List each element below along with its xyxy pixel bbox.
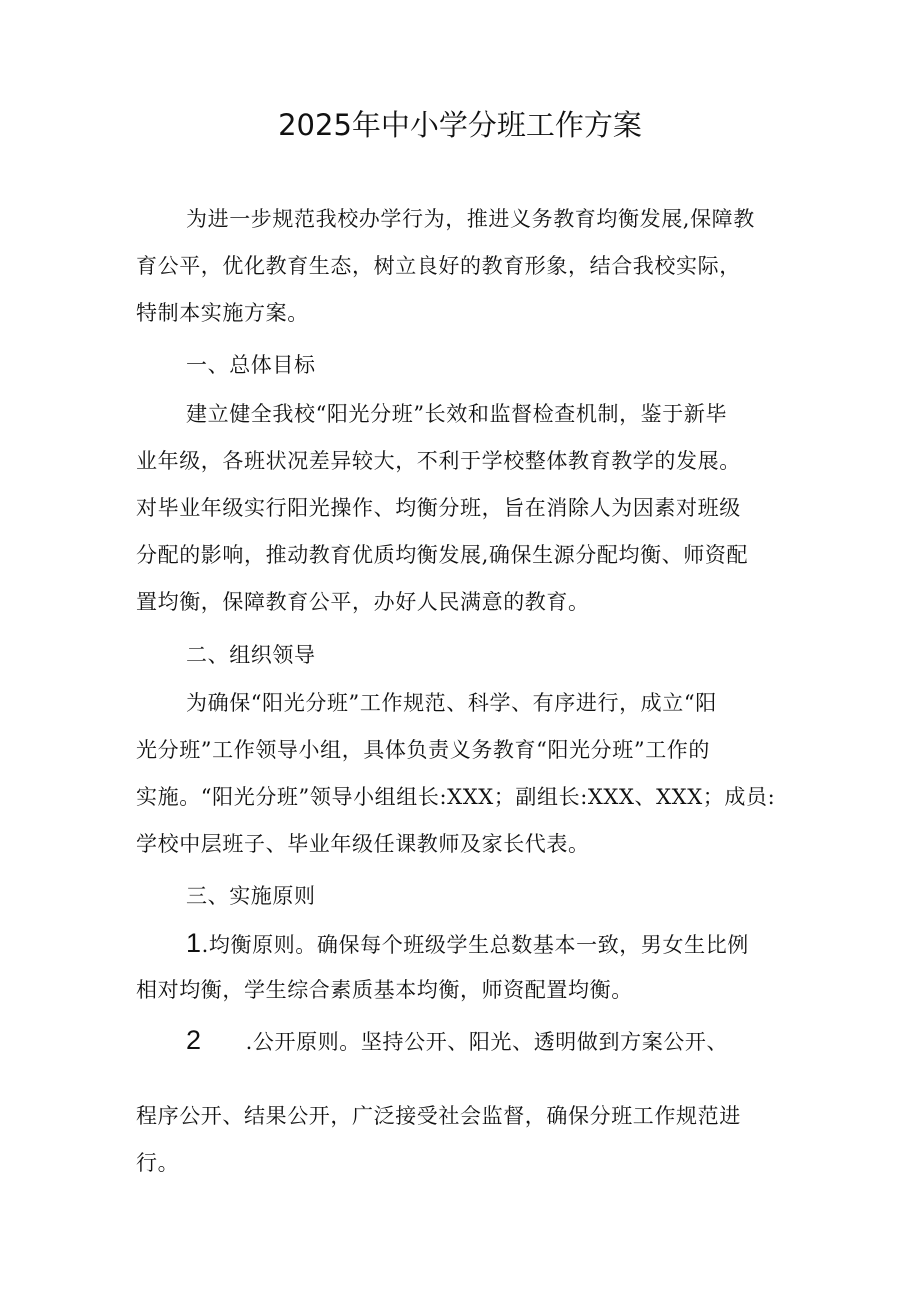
principle-1-line: 相对均衡，学生综合素质基本均衡，师资配置均衡。 xyxy=(136,978,633,1002)
page-title: 2025年中小学分班工作方案 xyxy=(278,108,642,142)
principle-item-2-continued xyxy=(136,1093,796,1187)
intro-line: 育公平，优化教育生态，树立良好的教育形象，结合我校实际， xyxy=(136,254,741,278)
intro-line: 为进一步规范我校办学行为，推进义务教育均衡发展,保障教 xyxy=(186,207,755,231)
section1-paragraph xyxy=(136,391,796,626)
principle-2-line: 程序公开、结果公开，广泛接受社会监督，确保分班工作规范进 xyxy=(136,1104,741,1128)
principle-item-1 xyxy=(136,920,796,1014)
principle-item-2 xyxy=(136,1017,796,1064)
section3-heading: 三、实施原则 xyxy=(186,884,316,908)
section2-line: 学校中层班子、毕业年级任课教师及家长代表。 xyxy=(136,832,590,856)
section2-paragraph xyxy=(136,680,796,868)
principle-2-number: 2 xyxy=(186,1025,202,1055)
principle-1-number: 1 xyxy=(186,928,202,958)
section1-heading: 一、总体目标 xyxy=(186,353,316,377)
principle-1-line: 1.均衡原则。确保每个班级学生总数基本一致，男女生比例 xyxy=(136,920,796,967)
section2-line: 为确保“阳光分班”工作规范、科学、有序进行，成立“阳 xyxy=(186,691,717,715)
section2-line: 实施。“阳光分班”领导小组组长:XXX；副组长:XXX、XXX；成员: xyxy=(136,785,776,809)
section1-line: 分配的影响，推动教育优质均衡发展,确保生源分配均衡、师资配 xyxy=(136,543,749,567)
section2-line: 光分班”工作领导小组，具体负责义务教育“阳光分班”工作的 xyxy=(136,738,711,762)
section2-heading: 二、组织领导 xyxy=(186,643,316,667)
intro-paragraph xyxy=(136,196,796,337)
section1-line: 建立健全我校“阳光分班”长效和监督检查机制，鉴于新毕 xyxy=(186,402,728,426)
principle-2-line: 2 .公开原则。坚持公开、阳光、透明做到方案公开、 xyxy=(136,1017,796,1064)
principle-2-line: 行。 xyxy=(136,1151,180,1175)
intro-line: 特制本实施方案。 xyxy=(136,301,309,325)
section1-line: 对毕业年级实行阳光操作、均衡分班，旨在消除人为因素对班级 xyxy=(136,496,741,520)
section1-line: 业年级，各班状况差异较大，不利于学校整体教育教学的发展。 xyxy=(136,449,741,473)
section1-line: 置均衡，保障教育公平，办好人民满意的教育。 xyxy=(136,590,590,614)
